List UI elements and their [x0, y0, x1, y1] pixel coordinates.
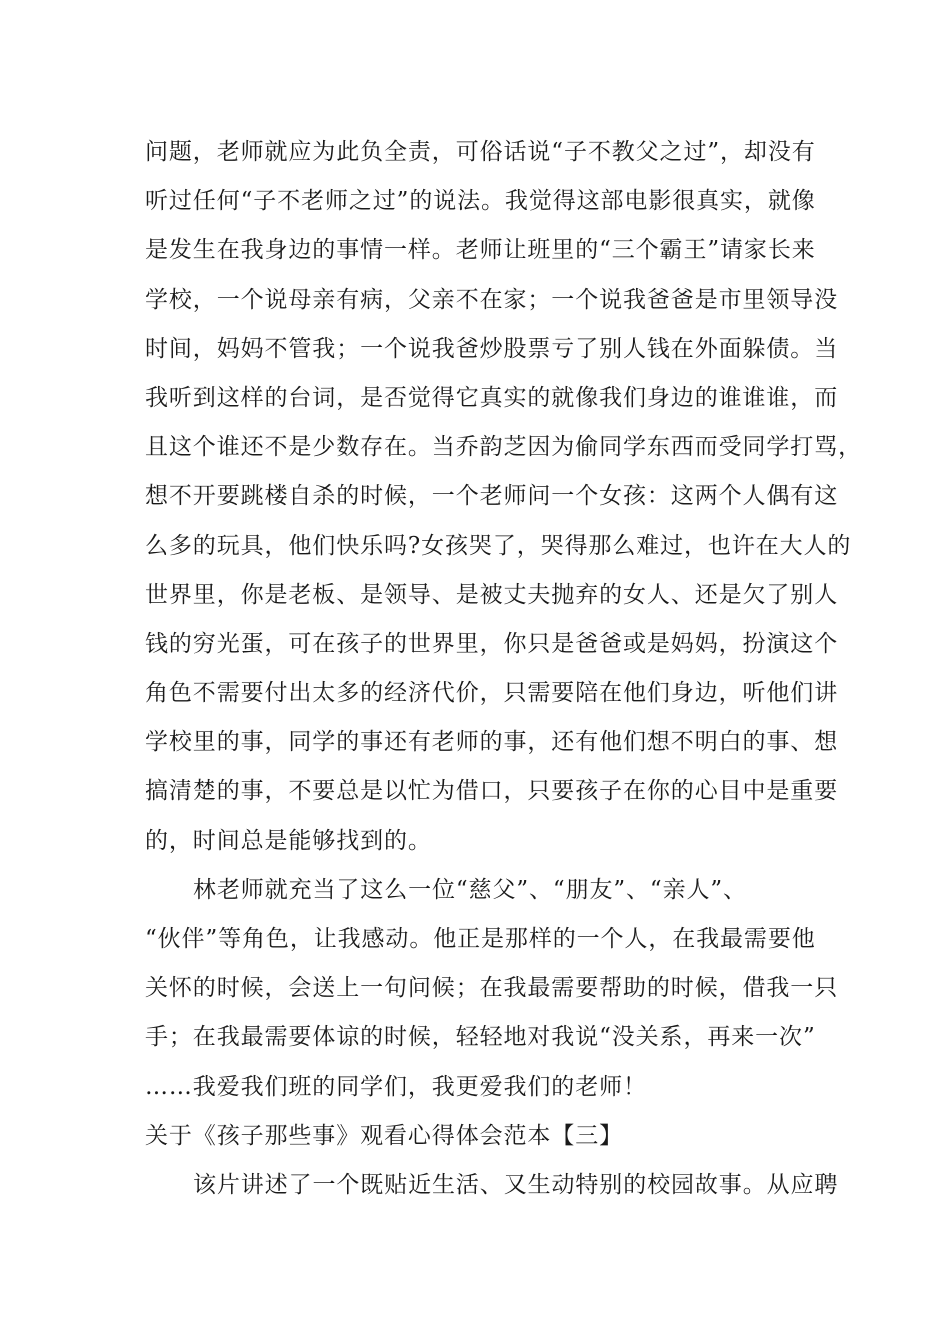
paragraph-2: [145, 866, 839, 1112]
paragraph-1: [145, 128, 862, 866]
text-line: 该片讲述了一个既贴近生活、又生动特别的校园故事。从应聘: [193, 1171, 839, 1198]
text-line: 学校里的事，同学的事还有老师的事，还有他们想不明白的事、想: [145, 729, 839, 756]
text-line: 角色不需要付出太多的经济代价，只需要陪在他们身边，听他们讲: [145, 680, 839, 707]
text-line: 听过任何“子不老师之过”的说法。我觉得这部电影很真实，就像: [145, 188, 816, 215]
text-line: 手；在我最需要体谅的时候，轻轻地对我说“没关系，再来一次”: [145, 1024, 816, 1051]
text-line: 的，时间总是能够找到的。: [145, 827, 432, 854]
text-line: ……我爱我们班的同学们，我更爱我们的老师！: [145, 1073, 647, 1100]
section-heading: 关于《孩子那些事》观看心得体会范本【三】: [145, 1122, 623, 1149]
paragraph-3: [145, 1161, 839, 1210]
text-line: 林老师就充当了这么一位“慈父”、“朋友”、“亲人”、: [193, 876, 747, 903]
text-line: 时间，妈妈不管我；一个说我爸炒股票亏了别人钱在外面躲债。当: [145, 335, 839, 362]
text-line: 我听到这样的台词，是否觉得它真实的就像我们身边的谁谁谁，而: [145, 384, 839, 411]
text-line: 且这个谁还不是少数存在。当乔韵芝因为偷同学东西而受同学打骂，: [145, 434, 862, 461]
text-line: 搞清楚的事，不要总是以忙为借口，只要孩子在你的心目中是重要: [145, 778, 839, 805]
text-line: 问题，老师就应为此负全责，可俗话说“子不教父之过”，却没有: [145, 139, 816, 165]
text-line: 么多的玩具，他们快乐吗?女孩哭了，哭得那么难过，也许在大人的: [145, 532, 852, 559]
text-line: 是发生在我身边的事情一样。老师让班里的“三个霸王”请家长来: [145, 237, 816, 264]
document-body: [145, 128, 862, 1210]
text-line: “伙伴”等角色，让我感动。他正是那样的一个人，在我最需要他: [145, 926, 816, 952]
text-line: 世界里，你是老板、是领导、是被丈夫抛弃的女人、还是欠了别人: [145, 581, 839, 608]
text-line: 关怀的时候，会送上一句问候；在我最需要帮助的时候，借我一只: [145, 975, 839, 1002]
text-line: 想不开要跳楼自杀的时候，一个老师问一个女孩：这两个人偶有这: [145, 483, 839, 510]
text-line: 学校，一个说母亲有病，父亲不在家；一个说我爸爸是市里领导没: [145, 286, 839, 313]
text-line: 钱的穷光蛋，可在孩子的世界里，你只是爸爸或是妈妈，扮演这个: [145, 630, 839, 657]
